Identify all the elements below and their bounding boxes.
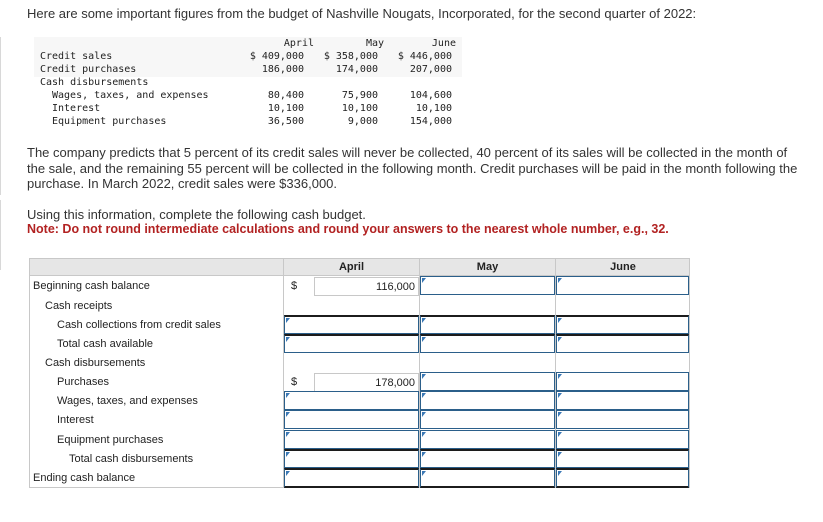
input-marker-icon	[558, 374, 562, 379]
figure-value: 10,100	[267, 103, 304, 114]
figure-label: Credit sales	[40, 51, 113, 62]
row-label: Total cash available	[57, 338, 154, 350]
figure-value: $ 409,000	[249, 51, 304, 62]
april-ending-balance-input[interactable]	[284, 468, 419, 488]
june-beginning-balance-input[interactable]	[556, 276, 689, 295]
may-ending-balance-input[interactable]	[420, 468, 555, 488]
input-marker-icon	[422, 337, 426, 342]
intro-text: Here are some important figures from the budget of Nashville Nougats, Incorporated, for the second quarter of 2022:	[27, 6, 697, 21]
row-label: Wages, taxes, and expenses	[57, 395, 198, 407]
april-purchases-value	[314, 373, 419, 392]
april-total-available-input[interactable]	[284, 334, 419, 353]
row-label: Ending cash balance	[33, 472, 136, 484]
april-equipment-input[interactable]	[284, 430, 419, 449]
may-total-available-input[interactable]	[420, 334, 555, 353]
figure-value: 36,500	[267, 116, 304, 127]
figure-value: 10,100	[341, 103, 378, 114]
may-total-disbursements-input[interactable]	[420, 449, 555, 468]
june-equipment-input[interactable]	[556, 430, 689, 449]
figure-value: 10,100	[415, 103, 452, 114]
figure-value: $ 358,000	[323, 51, 378, 62]
may-beginning-balance-input[interactable]	[420, 276, 555, 295]
column-header-june: June	[610, 261, 636, 273]
input-marker-icon	[558, 412, 562, 417]
june-total-disbursements-input[interactable]	[556, 449, 689, 468]
dollar-sign: $	[291, 376, 298, 388]
april-wages-input[interactable]	[284, 391, 419, 410]
may-wages-input[interactable]	[420, 391, 555, 410]
figure-value: 9,000	[347, 116, 378, 127]
input-marker-icon	[558, 278, 562, 283]
column-header-may: May	[476, 261, 499, 273]
june-collections-input[interactable]	[556, 315, 689, 334]
figure-label: Cash disbursements	[40, 77, 149, 88]
figure-label: Equipment purchases	[52, 116, 167, 127]
input-marker-icon	[422, 318, 426, 323]
input-marker-icon	[422, 278, 426, 283]
april-beginning-balance-value	[314, 277, 419, 296]
june-ending-balance-input[interactable]	[556, 468, 689, 488]
figure-label: Credit purchases	[40, 64, 137, 75]
input-marker-icon	[422, 432, 426, 437]
input-marker-icon	[422, 412, 426, 417]
row-label: Cash collections from credit sales	[57, 319, 221, 331]
june-wages-input[interactable]	[556, 391, 689, 410]
rounding-note: Note: Do not round intermediate calculations and round your answers to the nearest whole number, e.g., 32.	[27, 222, 669, 236]
input-marker-icon	[422, 374, 426, 379]
april-interest-input[interactable]	[284, 410, 419, 429]
left-margin-rule	[0, 37, 4, 195]
april-total-disbursements-input[interactable]	[284, 449, 419, 468]
row-label: Cash receipts	[45, 300, 113, 312]
input-marker-icon	[286, 471, 290, 476]
input-marker-icon	[558, 432, 562, 437]
figure-label: Interest	[52, 103, 101, 114]
may-purchases-input[interactable]	[420, 372, 555, 391]
row-label: Equipment purchases	[57, 434, 164, 446]
row-label: Purchases	[57, 376, 109, 388]
column-header-april: April	[338, 261, 365, 273]
assumptions-paragraph: The company predicts that 5 percent of its credit sales will never be collected, 40 percent of its sales will be collected in the month of the sale, and the remaining 55 percent will be collected in the following month. Credit purchases will be paid in the month following the purchase. In March 2022, credit sales were $336,000.	[27, 145, 798, 191]
input-marker-icon	[286, 412, 290, 417]
row-label: Beginning cash balance	[33, 280, 150, 292]
input-marker-icon	[286, 337, 290, 342]
row-label: Cash disbursements	[45, 357, 146, 369]
instruction-text: Using this information, complete the following cash budget.	[27, 207, 366, 222]
figure-label: Wages, taxes, and expenses	[52, 90, 209, 101]
input-marker-icon	[558, 471, 562, 476]
may-collections-input[interactable]	[420, 315, 555, 334]
input-marker-icon	[558, 393, 562, 398]
left-margin-rule	[0, 200, 4, 270]
figure-value: 80,400	[267, 90, 304, 101]
row-label: Total cash disbursements	[69, 453, 194, 465]
may-interest-input[interactable]	[420, 410, 555, 429]
month-header: May	[365, 38, 384, 49]
figure-value: 174,000	[335, 64, 378, 75]
input-marker-icon	[422, 471, 426, 476]
input-marker-icon	[422, 452, 426, 457]
input-marker-icon	[558, 318, 562, 323]
cash-budget-table	[29, 258, 690, 488]
cell-value: 178,000	[375, 377, 415, 389]
budget-figures-block	[30, 37, 462, 128]
figure-value: 104,600	[409, 90, 452, 101]
input-marker-icon	[286, 452, 290, 457]
input-marker-icon	[286, 393, 290, 398]
input-marker-icon	[422, 393, 426, 398]
may-equipment-input[interactable]	[420, 430, 555, 449]
month-header: April	[283, 38, 314, 49]
input-marker-icon	[558, 452, 562, 457]
figure-value: 186,000	[261, 64, 304, 75]
figure-value: 154,000	[409, 116, 452, 127]
month-header: June	[431, 38, 456, 49]
june-purchases-input[interactable]	[556, 372, 689, 391]
cell-value: 116,000	[376, 281, 415, 293]
input-marker-icon	[286, 318, 290, 323]
row-label: Interest	[57, 414, 94, 426]
figure-value: $ 446,000	[397, 51, 452, 62]
input-marker-icon	[286, 432, 290, 437]
figure-value: 207,000	[409, 64, 452, 75]
april-collections-input[interactable]	[284, 315, 419, 334]
input-marker-icon	[558, 337, 562, 342]
dollar-sign: $	[291, 280, 298, 292]
june-total-available-input[interactable]	[556, 334, 689, 353]
figure-value: 75,900	[341, 90, 378, 101]
june-interest-input[interactable]	[556, 410, 689, 429]
